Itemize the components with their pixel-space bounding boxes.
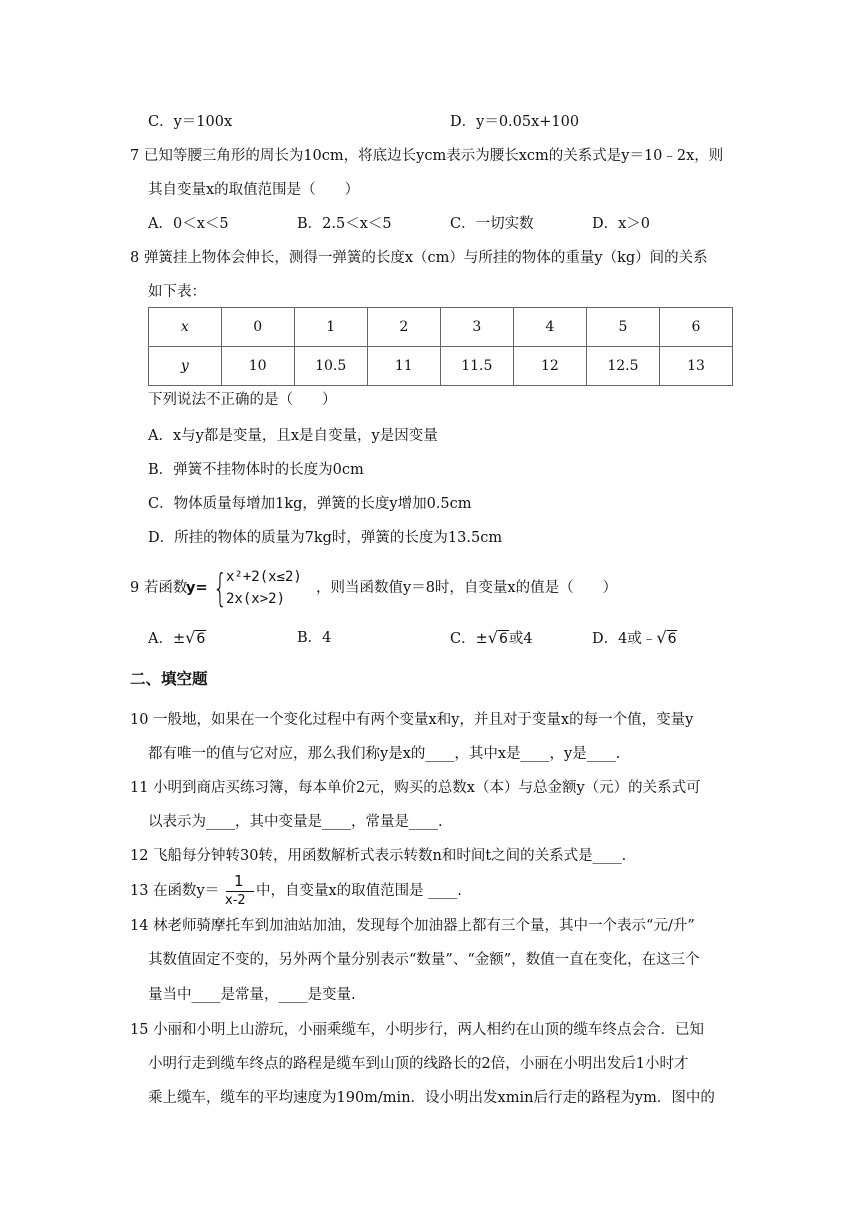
- table-row: [149, 308, 733, 347]
- table-row: [149, 347, 733, 386]
- sqrt-6: √6: [656, 628, 677, 647]
- q15-line1: 15 小丽和小明上山游玩，小丽乘缆车，小明步行，两人相约在山顶的缆车终点会合．已知: [130, 1022, 705, 1038]
- q8-option-d: D．所挂的物体的质量为7kg时，弹簧的长度为13.5cm: [148, 530, 503, 546]
- option-text: 或4: [508, 631, 533, 647]
- numerator: 1: [234, 872, 244, 890]
- table-cell: 12.5: [586, 347, 659, 386]
- fraction: [224, 872, 256, 912]
- q13-prefix: 13 在函数y＝: [130, 883, 220, 899]
- q7-option-b: B．2.5＜x＜5: [297, 216, 392, 232]
- q15-line2: 小明行走到缆车终点的路程是缆车到山顶的线路长的2倍，小丽在小明出发后1小时才: [148, 1056, 689, 1072]
- brace-icon: {: [212, 566, 228, 610]
- option-label: D．4或﹣: [592, 631, 657, 647]
- sqrt-6: √6: [487, 628, 508, 647]
- q14-line2: 其数值固定不变的，另外两个量分别表示“数量”、“金额”，数值一直在变化，在这三个: [148, 952, 700, 968]
- table-cell: 10: [221, 347, 294, 386]
- spring-value-table: [148, 307, 733, 386]
- q6-option-d: D．y＝0.05x+100: [450, 114, 580, 130]
- table-cell: 4: [513, 308, 586, 347]
- q15-line3: 乘上缆车，缆车的平均速度为190m/min．设小明出发xmin后行走的路程为ym．图中的: [148, 1090, 715, 1106]
- q8-stem-line2: 如下表：: [148, 284, 206, 300]
- section-title: 二、填空题: [130, 670, 208, 688]
- q8-prompt: 下列说法不正确的是（ ）: [148, 392, 337, 408]
- fraction-bar: [226, 891, 254, 892]
- q7-option-d: D．x＞0: [592, 216, 651, 232]
- q12-line1: 12 飞船每分钟转30转，用函数解析式表示转数n和时间t之间的关系式是____.: [130, 848, 627, 864]
- q9-option-b: B．4: [297, 630, 332, 646]
- q14-line3: 量当中____是常量，____是变量.: [148, 987, 356, 1003]
- table-cell: 0: [221, 308, 294, 347]
- table-cell: 11.5: [440, 347, 513, 386]
- table-cell: x: [149, 308, 222, 347]
- q9-function-y: y=: [186, 580, 208, 596]
- q9-prefix: 9 若函数: [130, 580, 188, 596]
- q8-option-a: A．x与y都是变量，且x是自变量，y是因变量: [148, 428, 438, 444]
- option-label: C．±: [450, 631, 488, 647]
- table-cell: 1: [294, 308, 367, 347]
- table-cell: 5: [586, 308, 659, 347]
- q7-option-c: C．一切实数: [450, 216, 534, 232]
- q8-stem-line1: 8 弹簧挂上物体会伸长，测得一弹簧的长度x（cm）与所挂的物体的重量y（kg）间的关系: [130, 250, 708, 266]
- q7-stem-line2: 其自变量x的取值范围是（ ）: [148, 182, 360, 198]
- q8-option-c: C．物体质量每增加1kg，弹簧的长度y增加0.5cm: [148, 496, 472, 512]
- table-cell: 11: [367, 347, 440, 386]
- table-cell: 3: [440, 308, 513, 347]
- q14-line1: 14 林老师骑摩托车到加油站加油，发现每个加油器上都有三个量，其中一个表示“元/升”: [130, 918, 695, 934]
- q10-line1: 10 一般地，如果在一个变化过程中有两个变量x和y，并且对于变量x的每一个值，变量y: [130, 712, 694, 728]
- piece-2: 2x(x>2): [226, 591, 286, 607]
- radicand: 6: [667, 631, 677, 647]
- table-cell: 2: [367, 308, 440, 347]
- radicand: 6: [196, 631, 206, 647]
- q11-line1: 11 小明到商店买练习簿，每本单价2元，购买的总数x（本）与总金额y（元）的关系式可: [130, 780, 701, 796]
- q11-line2: 以表示为____，其中变量是____，常量是____.: [148, 814, 443, 830]
- denominator: x-2: [225, 893, 246, 908]
- table-cell: 13: [660, 347, 733, 386]
- table-cell: 12: [513, 347, 586, 386]
- q9-option-a: [148, 628, 206, 649]
- table-cell: 10.5: [294, 347, 367, 386]
- table-cell: y: [149, 347, 222, 386]
- q9-option-d: [592, 628, 677, 649]
- q9-option-c: [450, 628, 533, 649]
- q7-option-a: A．0＜x＜5: [148, 216, 229, 232]
- q10-line2: 都有唯一的值与它对应，那么我们称y是x的____，其中x是____，y是____.: [148, 746, 621, 762]
- q8-option-b: B．弹簧不挂物体时的长度为0cm: [148, 462, 364, 478]
- radicand: 6: [498, 631, 508, 647]
- table-cell: 6: [660, 308, 733, 347]
- option-label: A．±: [148, 631, 186, 647]
- q7-stem-line1: 7 已知等腰三角形的周长为10cm，将底边长ycm表示为腰长xcm的关系式是y＝10﹣2x，则: [130, 148, 724, 164]
- q9-suffix: ，则当函数值y＝8时，自变量x的值是（ ）: [316, 580, 618, 596]
- sqrt-6: √6: [185, 628, 206, 647]
- q13-suffix: 中，自变量x的取值范围是 ____.: [256, 883, 462, 899]
- piece-1: x²+2(x≤2): [226, 569, 302, 585]
- q6-option-c: C．y＝100x: [148, 114, 233, 130]
